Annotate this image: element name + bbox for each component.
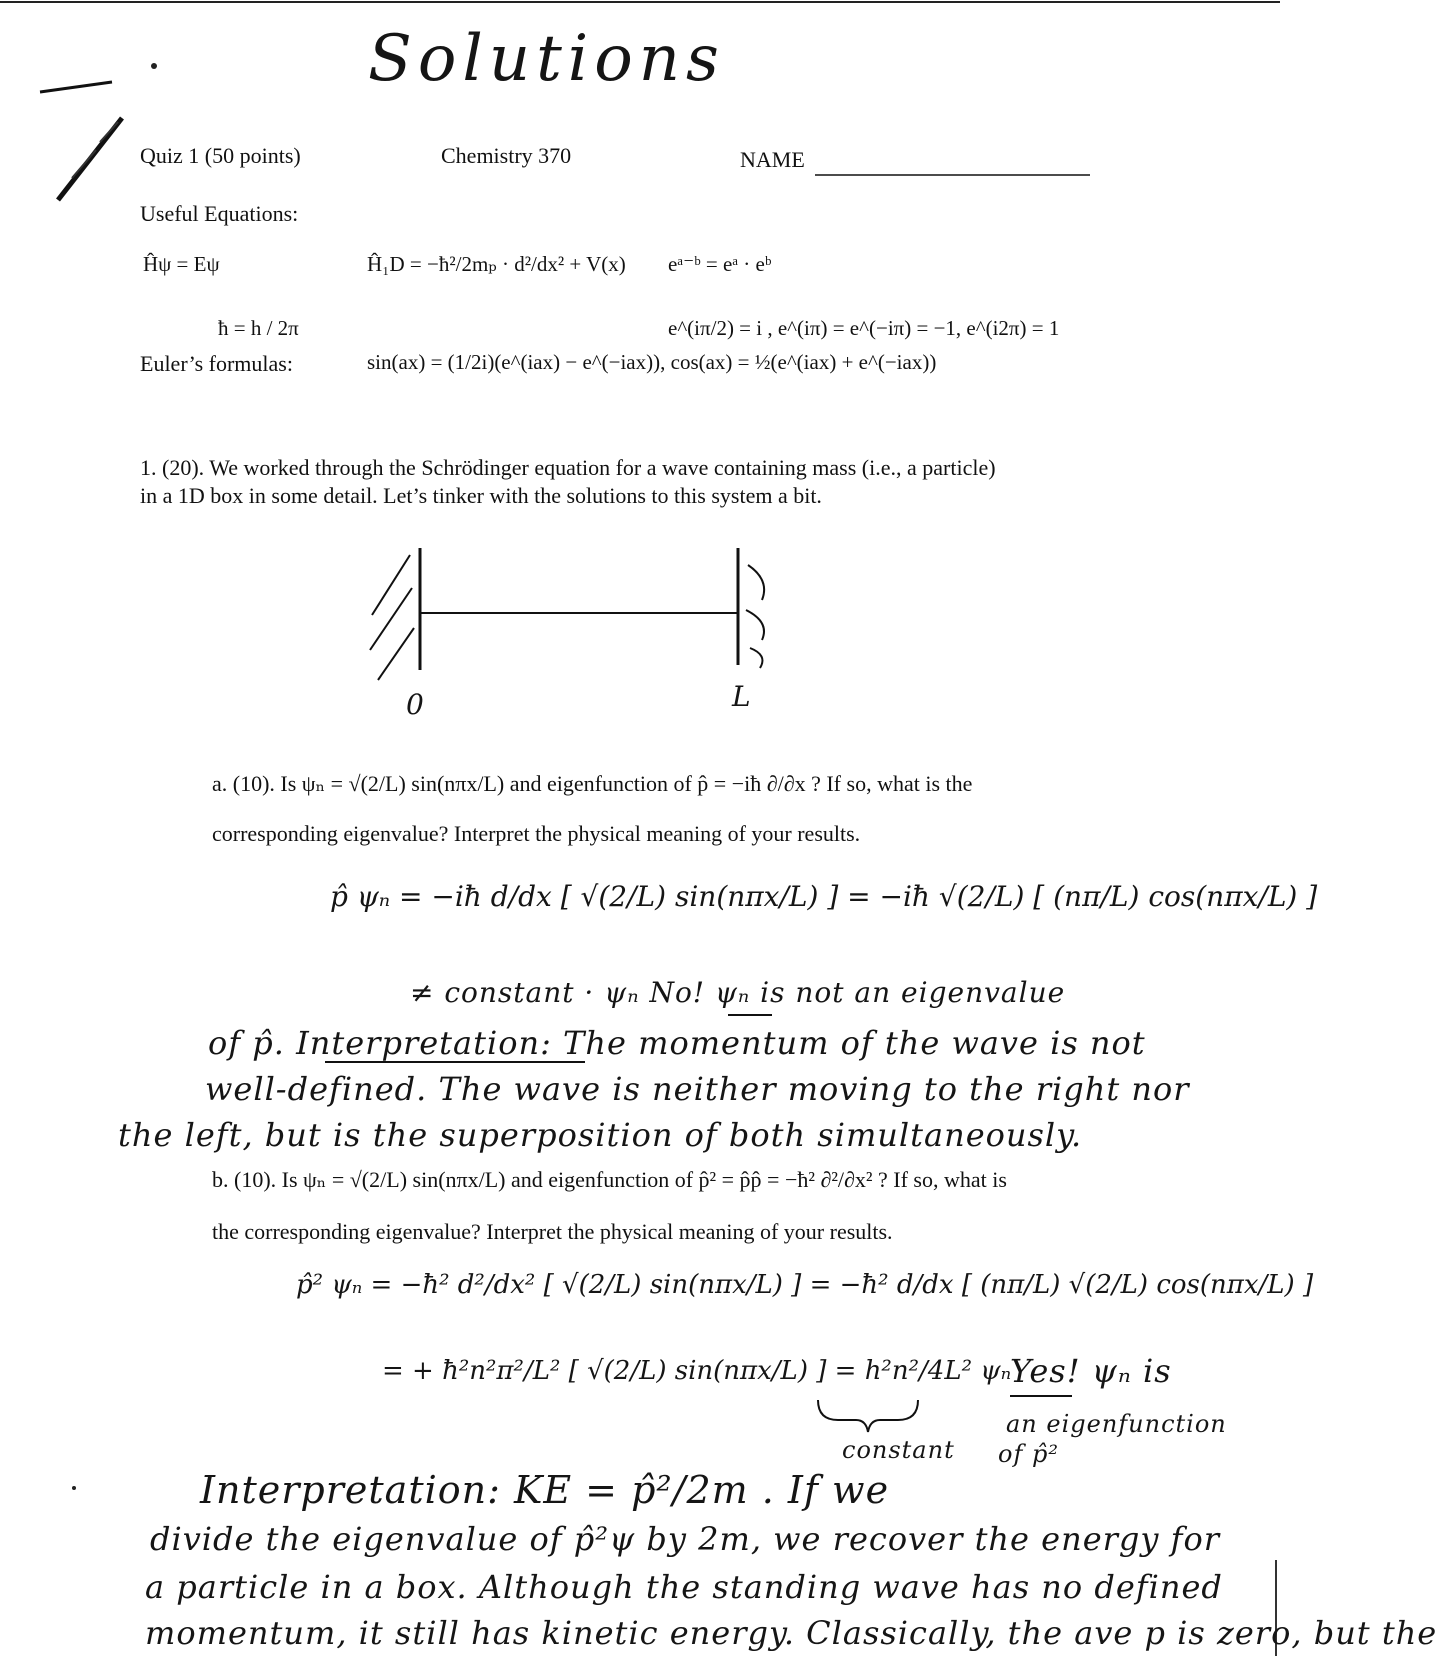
course-label: Chemistry 370: [441, 143, 572, 168]
part-a-work-line1: p̂ ψₙ = −iħ d/dx [ √(2/L) sin(nπx/L) ] = −iħ √(2/L) [ (nπ/L) cos(nπx/L) ]: [330, 880, 1318, 913]
part-b-yes: Yes! ψₙ is: [1010, 1352, 1172, 1390]
part-b-work-line2: = + ħ²n²π²/L² [ √(2/L) sin(nπx/L) ] = h²n²/4L² ψₙ: [382, 1356, 1012, 1386]
right-wall-hatching: [746, 565, 764, 668]
part-a-work-line3: of p̂. Interpretation: The momentum of the wave is not: [208, 1024, 1146, 1062]
part-a-question-line1: a. (10). Is ψₙ = √(2/L) sin(nπx/L) and eigenfunction of p̂ = −iħ ∂/∂x ? If so, what is the: [212, 771, 973, 796]
euler-label: Euler’s formulas:: [140, 351, 293, 376]
diagram-label-zero: 0: [406, 688, 425, 721]
diagram-label-L: L: [732, 680, 752, 713]
part-b-question-line1: b. (10). Is ψₙ = √(2/L) sin(nπx/L) and eigenfunction of p̂² = p̂p̂ = −ħ² ∂²/∂x² ? If so, what is: [212, 1167, 1007, 1192]
constant-label: constant: [842, 1436, 955, 1464]
equations-heading: Useful Equations:: [140, 201, 299, 226]
solutions-title: Solutions: [368, 22, 725, 96]
part-b-interpretation-line2: divide the eigenvalue of p̂²ψ by 2m, we recover the energy for: [150, 1520, 1221, 1558]
eigen-note-line2: of p̂²: [998, 1440, 1059, 1468]
constant-brace: [818, 1400, 918, 1432]
part-a-work-line4: well-defined. The wave is neither moving to the right nor: [205, 1070, 1190, 1108]
schrodinger-equation: Ĥψ = Eψ: [143, 252, 220, 276]
problem1-prompt-line1: 1. (20). We worked through the Schrödinger equation for a wave containing mass (i.e., a particle): [140, 455, 996, 480]
hamiltonian-equation: Ĥ₁D = −ħ²/2mₚ · d²/dx² + V(x): [367, 252, 626, 276]
hbar-definition: ħ = h / 2π: [218, 316, 299, 340]
part-a-work-line2: ≠ constant · ψₙ No! ψₙ is not an eigenvalue: [410, 976, 1066, 1009]
eigen-note-line1: an eigenfunction: [1006, 1410, 1227, 1438]
part-b-question-line2: the corresponding eigenvalue? Interpret the physical meaning of your results.: [212, 1219, 893, 1244]
part-b-work-line1: p̂² ψₙ = −ħ² d²/dx² [ √(2/L) sin(nπx/L) ] = −ħ² d/dx [ (nπ/L) √(2/L) cos(nπx/L) ]: [296, 1270, 1314, 1300]
exponent-rule: eᵃ⁻ᵇ = eᵃ · eᵇ: [668, 252, 772, 276]
exponential-values: e^(iπ/2) = i , e^(iπ) = e^(−iπ) = −1, e^(i2π) = 1: [668, 316, 1060, 340]
quiz-label: Quiz 1 (50 points): [140, 143, 301, 168]
particle-in-box-diagram: [370, 548, 764, 680]
euler-formulas: sin(ax) = (1/2i)(e^(iax) − e^(−iax)), cos(ax) = ½(e^(iax) + e^(−iax)): [367, 350, 937, 374]
part-b-interpretation-line3: a particle in a box. Although the standing wave has no defined: [145, 1568, 1223, 1606]
name-label: NAME: [740, 147, 805, 172]
left-wall-hatching: [370, 555, 414, 680]
part-a-work-line5: the left, but is the superposition of both simultaneously.: [118, 1116, 1083, 1154]
problem1-prompt-line2: in a 1D box in some detail. Let’s tinker with the solutions to this system a bit.: [140, 483, 822, 508]
grade-slash-mark: [58, 118, 122, 200]
grade-dash-mark: [40, 82, 112, 92]
part-a-question-line2: corresponding eigenvalue? Interpret the physical meaning of your results.: [212, 821, 861, 846]
part-b-interpretation-line4: momentum, it still has kinetic energy. Classically, the ave p is zero, but the: [145, 1614, 1437, 1652]
part-b-interpretation-line1: Interpretation: KE = p̂²/2m . If we: [200, 1468, 890, 1512]
